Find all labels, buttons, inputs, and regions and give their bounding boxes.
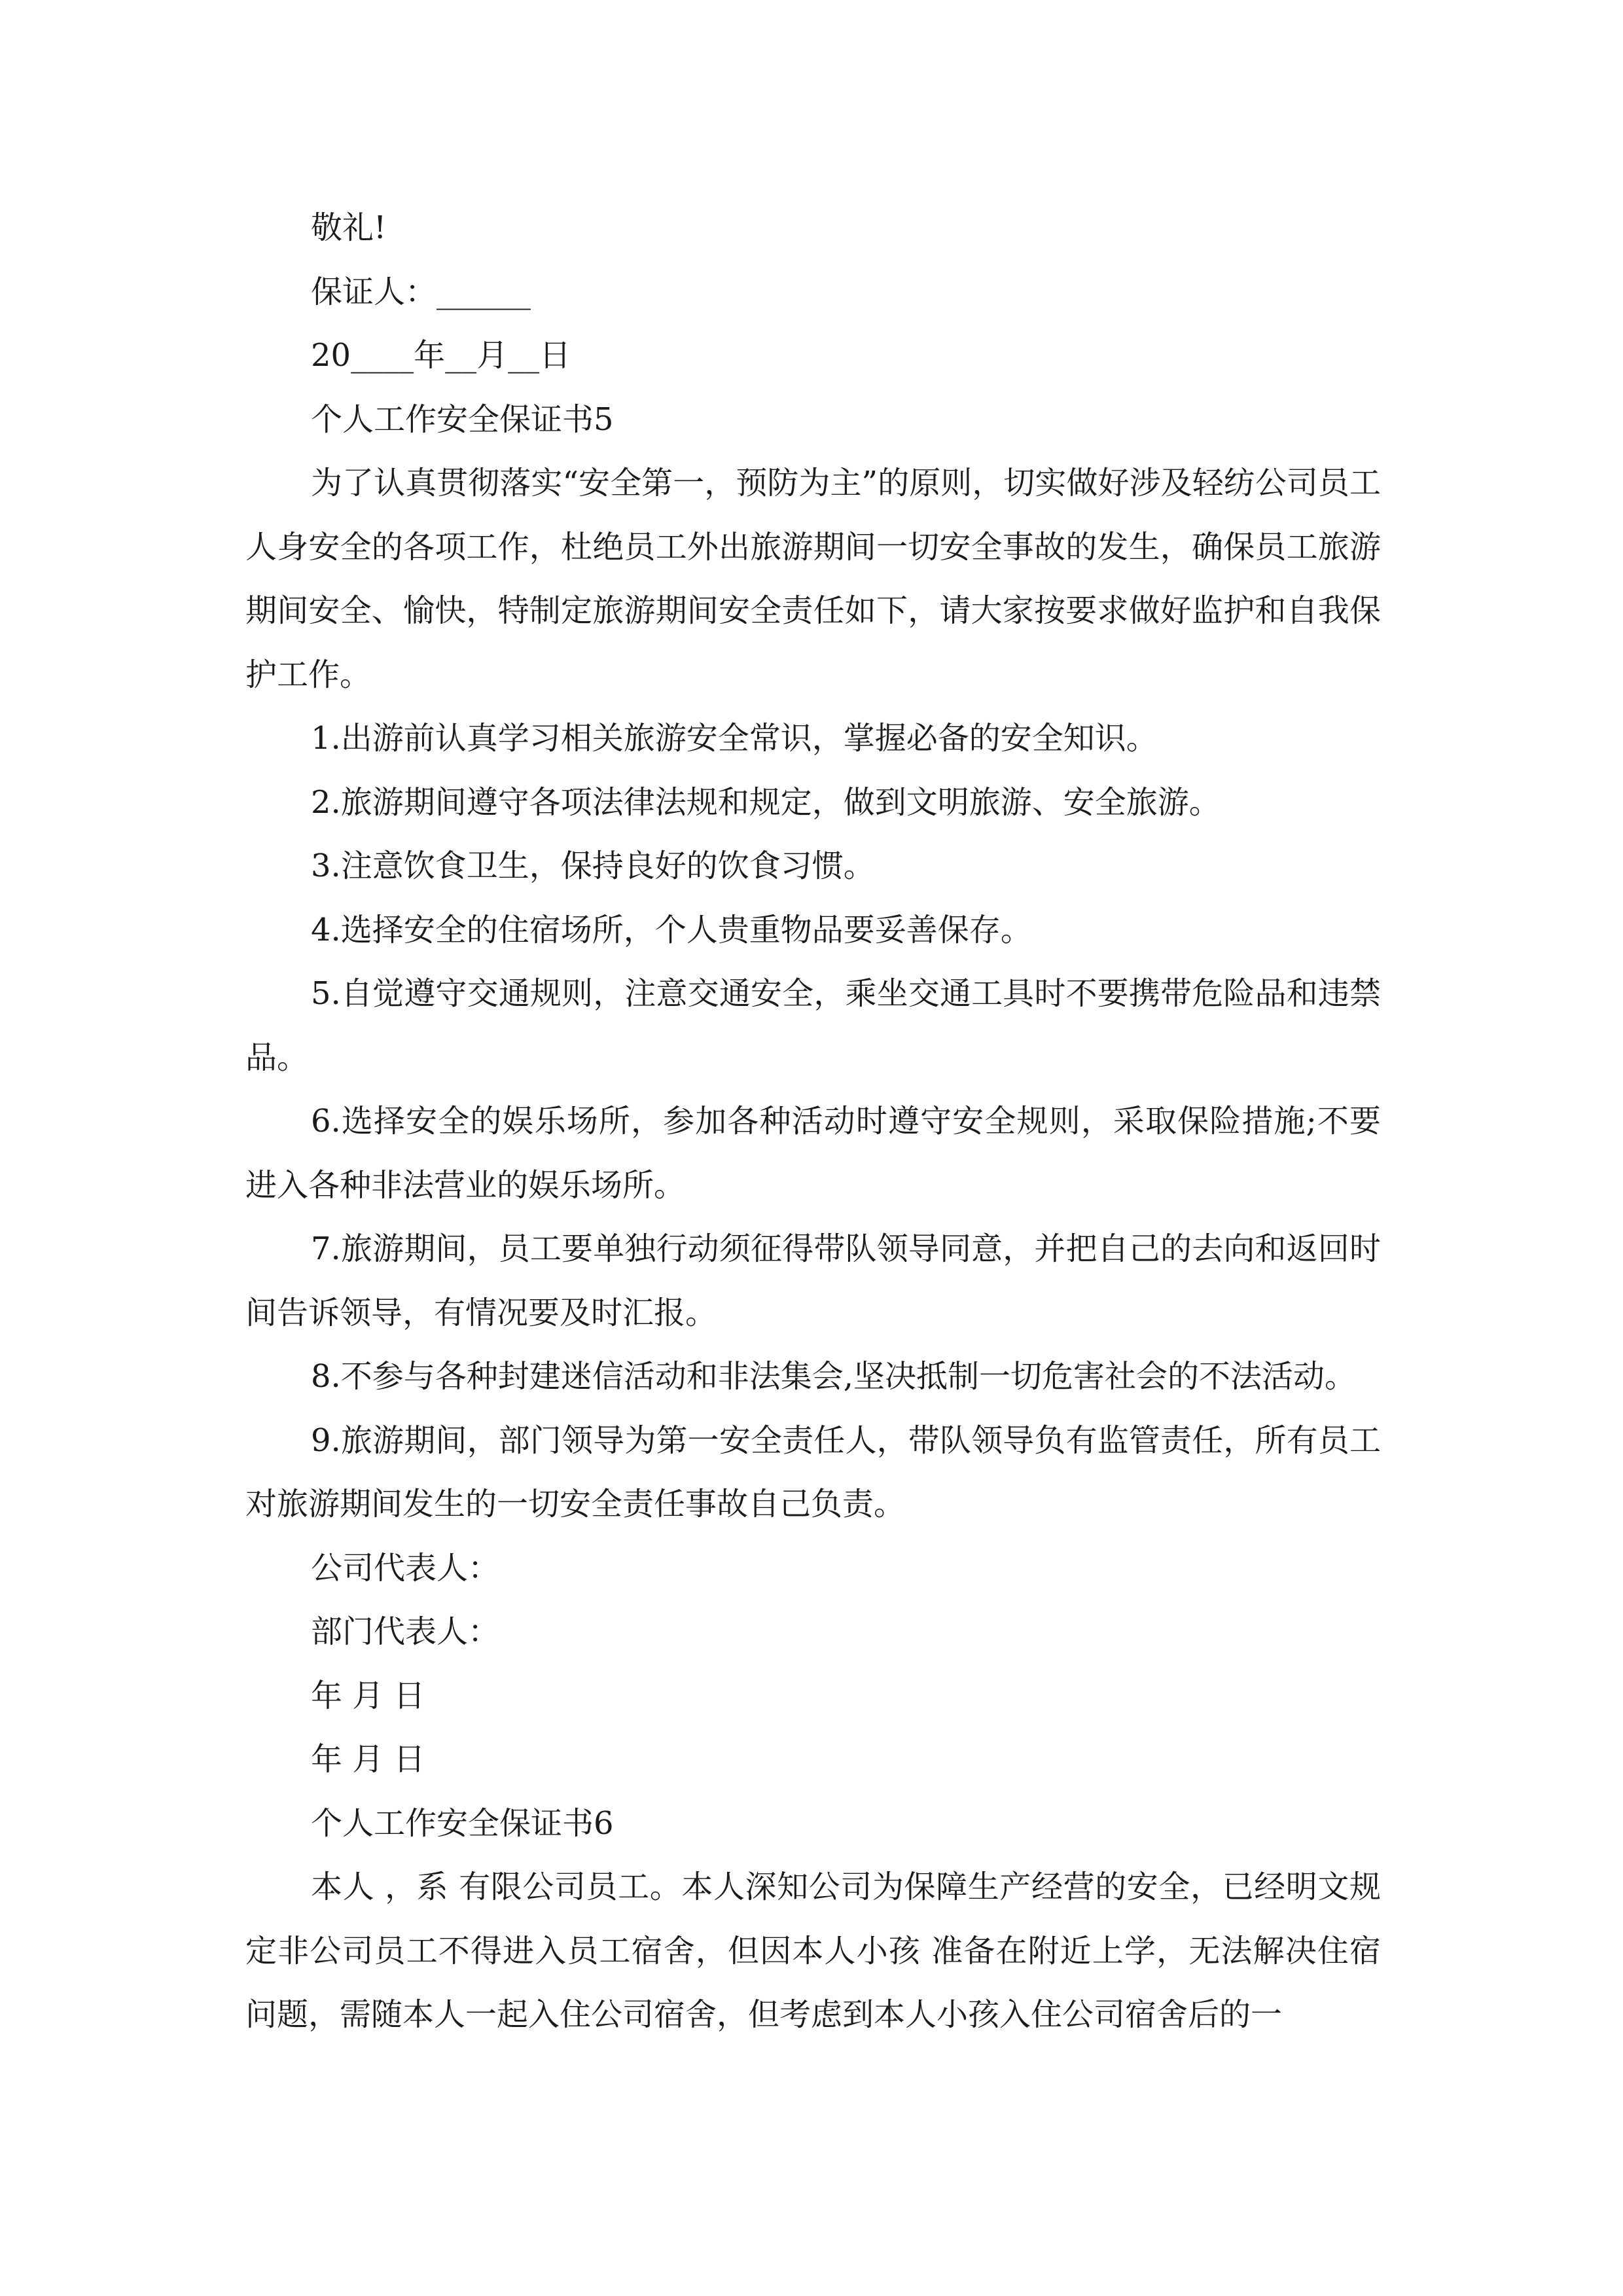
list-item-2: 2.旅游期间遵守各项法律法规和规定，做到文明旅游、安全旅游。 [311, 783, 1221, 821]
intro-paragraph-5: 为了认真贯彻落实“安全第一，预防为主”的原则，切实做好涉及轻纺公司员工人身安全的各项工作，杜绝员工外出旅游期间一切安全事故的发生，确保员工旅游期间安全、愉快，特制定旅游期间安全责任如下，请大家按要求做好监护和自我保护工作。 [245, 465, 1381, 693]
closing-salutation: 敬礼! [311, 209, 387, 246]
intro-paragraph-6: 本人 ，系 有限公司员工。本人深知公司为保障生产经营的安全，已经明文规定非公司员工不得进入员工宿舍，但因本人小孩 准备在附近上学，无法解决住宿问题，需随本人一起入住公司宿舍，但考虑到本人小孩入住公司宿舍后的一 [245, 1869, 1381, 2033]
section-title-5: 个人工作安全保证书5 [311, 401, 614, 438]
date-line: 20____年__月__日 [311, 337, 571, 374]
department-representative-line: 部门代表人： [311, 1613, 500, 1650]
list-item-7: 7.旅游期间，员工要单独行动须征得带队领导同意，并把自己的去向和返回时间告诉领导，有情况要及时汇报。 [245, 1230, 1381, 1331]
date-line-company: 年 月 日 [311, 1677, 425, 1714]
date-line-department: 年 月 日 [311, 1741, 425, 1778]
guarantor-line: 保证人：______ [311, 273, 531, 310]
list-item-1: 1.出游前认真学习相关旅游安全常识，掌握必备的安全知识。 [311, 720, 1158, 757]
company-representative-line: 公司代表人： [311, 1549, 500, 1587]
list-item-8: 8.不参与各种封建迷信活动和非法集会,坚决抵制一切危害社会的不法活动。 [311, 1358, 1357, 1395]
list-item-3: 3.注意饮食卫生，保持良好的饮食习惯。 [311, 848, 875, 884]
document-page [245, 196, 1381, 2047]
list-item-5: 5.自觉遵守交通规则，注意交通安全，乘坐交通工具时不要携带危险品和违禁品。 [245, 975, 1381, 1076]
list-item-9: 9.旅游期间，部门领导为第一安全责任人，带队领导负有监管责任，所有员工对旅游期间发生的一切安全责任事故自己负责。 [245, 1422, 1381, 1522]
list-item-6: 6.选择安全的娱乐场所，参加各种活动时遵守安全规则，采取保险措施;不要进入各种非法营业的娱乐场所。 [245, 1103, 1381, 1204]
section-title-6: 个人工作安全保证书6 [311, 1804, 614, 1842]
list-item-4: 4.选择安全的住宿场所，个人贵重物品要妥善保存。 [311, 911, 1032, 948]
